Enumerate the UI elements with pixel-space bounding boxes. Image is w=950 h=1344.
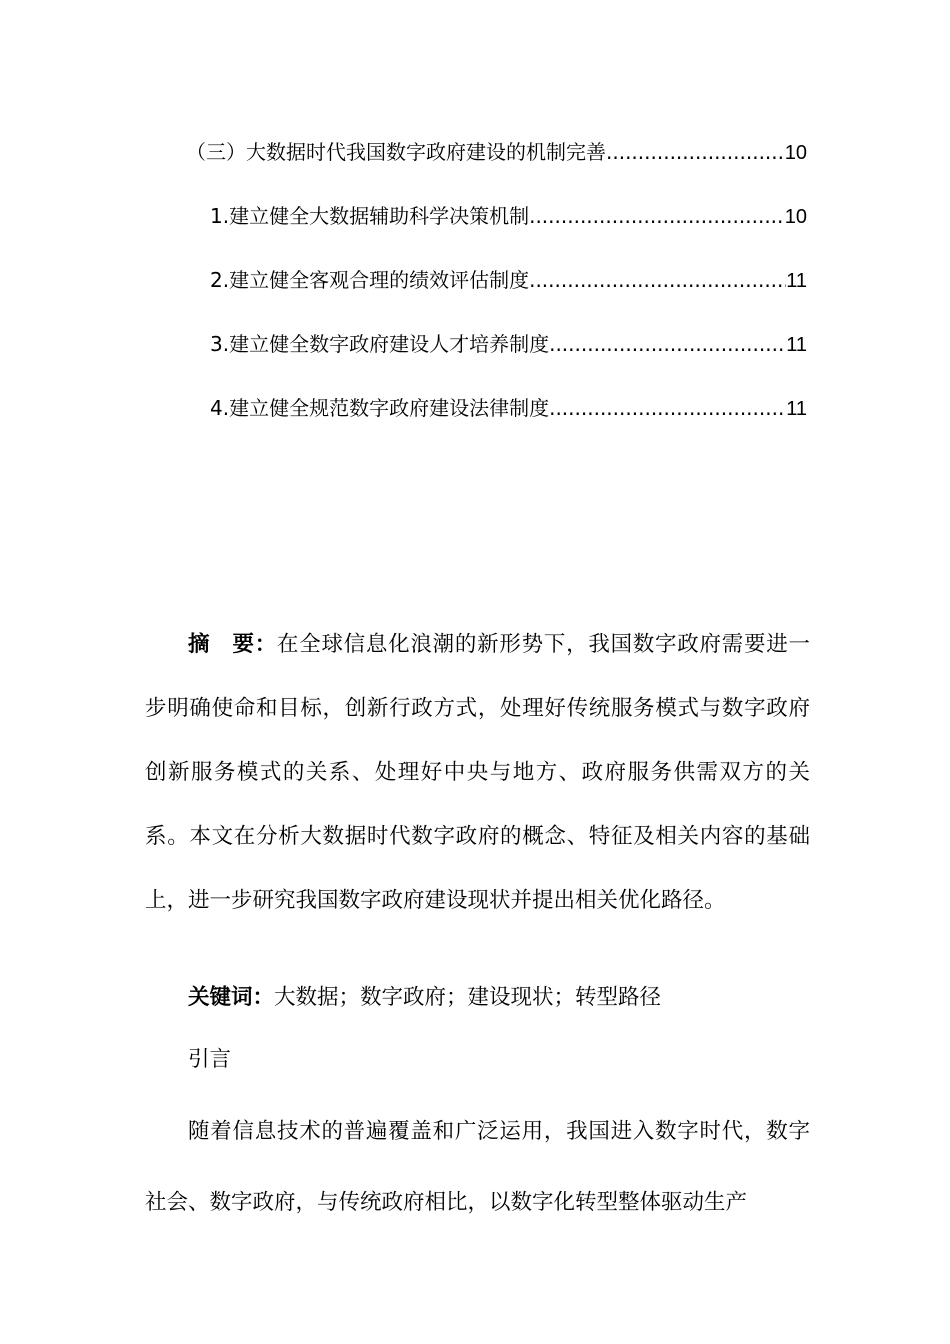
keywords-paragraph	[145, 978, 810, 1018]
toc-entry-page: 11	[786, 398, 807, 420]
toc-entry[interactable]	[210, 394, 807, 423]
intro-heading: 引言	[188, 1047, 232, 1072]
toc-entry[interactable]	[210, 202, 807, 231]
toc-entry-page: 10	[784, 142, 807, 164]
toc-entry-title: 2.建立健全客观合理的绩效评估制度	[210, 268, 530, 292]
keywords-text: 大数据；数字政府；建设现状；转型路径	[274, 985, 662, 1010]
keywords-label: 关键词：	[188, 985, 275, 1010]
toc-dot-leader	[529, 266, 786, 294]
toc-entry-title: 4.建立健全规范数字政府建设法律制度	[210, 396, 550, 420]
toc-entry-title: （三）大数据时代我国数字政府建设的机制完善	[186, 140, 606, 164]
abstract-label: 摘 要：	[188, 632, 277, 657]
toc-entry[interactable]	[186, 138, 807, 167]
abstract-text: 在全球信息化浪潮的新形势下，我国数字政府需要进一步明确使命和目标，创新行政方式，处理好传统服务模式与数字政府创新服务模式的关系、处理好中央与地方、政府服务供需双方的关系。本文在分析大数据时代数字政府的概念、特征及相关内容的基础上，进一步研究我国数字政府建设现状并提出相关优化路径。	[145, 632, 810, 913]
toc-entry-page: 11	[786, 270, 807, 292]
abstract-paragraph	[145, 613, 810, 933]
toc-dot-leader	[529, 202, 785, 230]
toc-entry-title: 3.建立健全数字政府建设人才培养制度	[210, 332, 550, 356]
toc-entry[interactable]	[210, 330, 807, 359]
intro-paragraph: 随着信息技术的普遍覆盖和广泛运用，我国进入数字时代，数字社会、数字政府，与传统政府相比，以数字化转型整体驱动生产	[145, 1119, 810, 1215]
toc-entry-title: 1.建立健全大数据辅助科学决策机制	[210, 204, 530, 228]
toc-entry-page: 11	[786, 334, 807, 356]
toc-entry-page: 10	[784, 206, 807, 228]
toc-dot-leader	[606, 138, 785, 166]
toc-dot-leader	[549, 394, 786, 422]
toc-dot-leader	[549, 330, 786, 358]
toc-entry[interactable]	[210, 266, 807, 295]
